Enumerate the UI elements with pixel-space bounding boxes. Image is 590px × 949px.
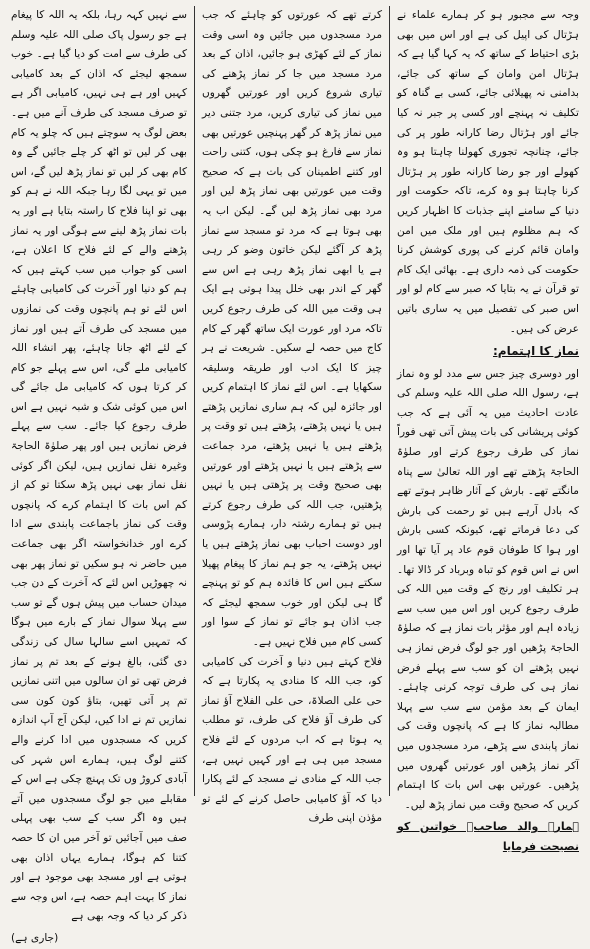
paragraph-falah: فلاح کہتے ہیں دنیا و آخرت کی کامیابی کو، جب اللہ کا منادی یہ پکارتا ہے کہ حی علی الصلاۃ، حی علی الفلاح آؤ نماز کی طرف آؤ فلاح کی طرف، تو مطلب یہ ہوتا ہے کہ اب مردوں کے لئے فلاح مسجد میں ہی ہے اور کہیں نہیں ہے، جب اللہ کے منادی نے مسجد کے لئے پکارا دیا کہ آؤ کامیابی حاصل کرنے کے لئے تو مؤذن اپنی طرف xyxy=(202,655,382,825)
article-column-right xyxy=(390,6,586,853)
article-column-middle xyxy=(194,6,390,825)
paragraph-namaz: اور دوسری چیز جس سے مدد لو وہ نماز ہے، رسول اللہ صلی اللہ علیہ وسلم کی عادت احادیث میں یہ آئی ہے کہ جب کوئی پریشانی کی بات پیش آتی تھی فوراً نماز کی طرف رجوع کرتے اور صلوٰۃ الحاجۃ پڑھتے تھے اور اللہ تعالیٰ سے پناہ مانگتے تھے۔ بارش کے آثار ظاہر ہوتے تھے کہ بادل آرہے ہیں تو رحمت کی بارش کی دعا فرماتے تھے، کیونکہ کسی بارش اور ہوا کا طوفان قوم عاد پر آیا تھا اور اس نے اس قوم کو تباہ وبرباد کر ڈالا تھا۔ ہر تکلیف اور رنج کے وقت میں اللہ کی طرف رجوع کریں اور اس میں سب سے زیادہ اہم اور مؤثر بات نماز ہے کہ صلوٰۃ الحاجۃ پڑھیں اور جو لوگ فرض نماز ہی نہیں پڑھتے ان کو سب سے پہلے فرض نماز ہی کی طرف توجہ کرنی چاہئے۔ ایمان کے بعد مؤمن سے سب سے پہلا مطالبہ نماز کا ہے کہ پانچوں وقت کی نماز پابندی سے پڑھے، مرد مسجدوں میں آکر نماز پڑھیں اور عورتیں گھروں میں پڑھیں۔ عورتیں بھی اس بات کا اہتمام کریں کہ صحیح وقت میں نماز پڑھ لیں۔ xyxy=(397,367,579,811)
paragraph-women-prayer: کرتے تھے کہ عورتوں کو چاہئے کہ جب مرد مسجدوں میں جائیں وہ اسی وقت نماز کے لئے کھڑی ہو جائیں، اذان کے بعد مرد مسجد میں جا کر نماز پڑھنے کی تیاری شروع کریں اور عورتیں گھروں میں نماز کی تیاری کریں، مرد جتنی دیر میں نماز پڑھ کر گھر پہنچیں عورتیں بھی نماز سے فارغ ہو چکی ہوں، کتنی راحت اور کتنے اطمینان کی بات ہے کہ صحیح وقت میں عورتیں بھی نماز پڑھ لیں اور مرد بھی نماز پڑھ لیں گے۔ لیکن اب یہ بھی ہوتا ہے کہ مرد تو مسجد سے نماز پڑھ کر آگئے لیکن خاتون وضو کر رہی ہے یا ابھی نماز پڑھ رہی ہے اس سے گھر کے اندر بھی خلل پیدا ہوتی ہے ایک ہی وقت میں اللہ کی طرف رجوع کریں تاکہ مرد اور عورت ایک ساتھ گھر کے کام کاج میں حصہ لے سکیں۔ شریعت نے ہر چیز کا ایک ادب اور طریقہ وسلیقہ سکھایا ہے۔ اس لئے نماز کا اہتمام کریں اور جائزہ لیں کہ ہم ساری نمازیں پڑھتے ہیں یا نہیں پڑھتے، پڑھتے ہیں تو وقت پر پڑھتے ہیں یا نہیں پڑھتے، مرد جماعت سے پڑھتے ہیں یا نہیں پڑھتے اور عورتیں بھی صحیح وقت پر پڑھتی ہیں یا نہیں پڑھتیں، جب اللہ کی طرف رجوع کرتے ہیں تو ہمارے رشتہ دار، ہمارے پڑوسی اور دوست احباب بھی نماز پڑھتے ہیں یا نہیں پڑھتے، یہ جو ہم نماز کا پیغام پھیلا سکتے ہیں اس کا فائدہ ہم کو تو پہنچے گا ہی لیکن اور خوب سمجھ لیجئے کہ جب اذان ہو جائے تو نماز کے سوا اور کسی کام میں فلاح نہیں ہے۔ xyxy=(202,9,382,648)
article-column-left xyxy=(4,6,194,944)
continued-label: (جاری ہے) xyxy=(11,931,59,944)
subheading-father-advice: ہمارے والد صاحبؒ خواتین کو نصیحت فرمایا xyxy=(397,820,579,853)
paragraph-success-message: سے نہیں کہہ رہا، بلکہ یہ اللہ کا پیغام ہے جو رسول پاک صلی اللہ علیہ وسلم کی طرف سے امت کو دیا گیا ہے۔ خوب سمجھ لیجئے کہ اذان کے بعد کامیابی کہیں اور ہے ہی نہیں، کامیابی اگر ہے تو صرف مسجد کی طرف آنے میں ہے۔ بعض لوگ یہ سوچتے ہیں کہ چلو یہ کام بھی کر لیں تو اٹھ کر چلے جائیں گے وہ کام بھی کر لیں تو نماز پڑھ لیں گے، اس میں تو یہی لگا رہا جبکہ اللہ نے ہم کو بھی تو اپنا فلاح کا راستہ بتایا ہے اور یہ بات نماز پڑھ لینے سے ہوگی اور یہ نماز پڑھنے والے کے لئے فلاح کا اعلان ہے، اسی کو جواب میں سب کہتے ہیں کہ ہم کو دنیا اور آخرت کی کامیابی چاہئے اس لئے تو ہم پانچوں وقت کی نمازوں میں مسجد کی طرف آتے ہیں اور نماز کے لئے اٹھ جانا چاہئے، پھر انشاء اللہ کامیابی ملے گی، اس سے پہلے جو کام کر کرتا ہوں کہ کامیابی مل جائے گی اس میں کوئی شک و شبہ نہیں ہے اس طرف رجوع کیا جائے۔ سب سے پہلے فرض نمازیں ہیں اور پھر صلوٰۃ الحاجۃ وغیرہ نفل نمازیں ہیں، لیکن اگر کوئی نفل نماز بھی نہیں پڑھ سکتا تو کم از کم اس بات کا اہتمام کرے کہ پانچوں وقت کی نماز باجماعت پابندی سے ادا کرے اور خدانخواستہ اگر بھی جماعت میں حاضر نہ ہو سکیں تو نماز پھر بھی نہ چھوڑیں اس لئے کہ آخرت کے دن جب میدان حساب میں پیش ہوں گے تو سب سے پہلا سوال نماز کے بارے میں ہوگا کہ تمہیں اسے سالہا سال کی زندگی دی گئی، بالغ ہونے کے بعد تم پر نماز فرض تھی تو ان سالوں میں اتنی نمازیں تم پر آتی تھیں، بتاؤ کون کون سی نمازیں تم نے ادا کیں، لیکن آج آپ اندازہ کریں کہ مسجدوں میں ادا کرنے والے کتنے لوگ ہیں، ہمارے اس شہر کی آبادی کروڑ وں تک پہنچ چکی ہے اس کے مقابلے میں جو لوگ مسجدوں میں آتے ہیں وہ اگر سب کے سب بھی پہلی صف میں آجائیں تو آخر میں ان کا حصہ کتنا کم ہوگا، ہمارے یہاں اذان بھی ہوتی ہے اور مسجد بھی موجود ہے اور نماز کا بہت اہم حصہ ہے، اس وجہ سے ذکر کر دیا کہ وجہ بھی ہے xyxy=(11,9,187,923)
section-heading-namaz: نماز کا اہتمام: xyxy=(493,344,579,359)
paragraph-strike-appeal: وجہ سے مجبور ہو کر ہمارے علماء نے ہڑتال کی اپیل کی ہے اور اس میں بھی بڑی احتیاط کے ساتھ کہ یہ کہا گیا ہے کہ ہڑتال امن وامان کے ساتھ کی جائے، بدامنی نہ پھیلائی جائے، کسی بے گناہ کو تکلیف نہ پہنچے اور کسی پر جبر نہ کیا جائے اور ہڑتال رضا کارانہ طور پر کی جائے، چنانچہ تجوری کھولنا چاہتا ہو وہ کھولے اور جو رضا کارانہ طور پر ہڑتال کرنا چاہتا ہو وہ کرے، تاکہ حکومت اور دنیا کے سامنے اپنے جذبات کا اظہار کریں کہ ہم مظلوم ہیں اور ملک میں امن وامان قائم کرنے کی پوری کوشش کرنا حکومت کی ذمہ داری ہے۔ بھائی ایک کام تو قرآن نے یہ بتایا کہ صبر سے کام لو اور اس صبر کی تفصیل میں یہ ساری باتیں عرض کی ہیں۔ xyxy=(397,9,579,335)
